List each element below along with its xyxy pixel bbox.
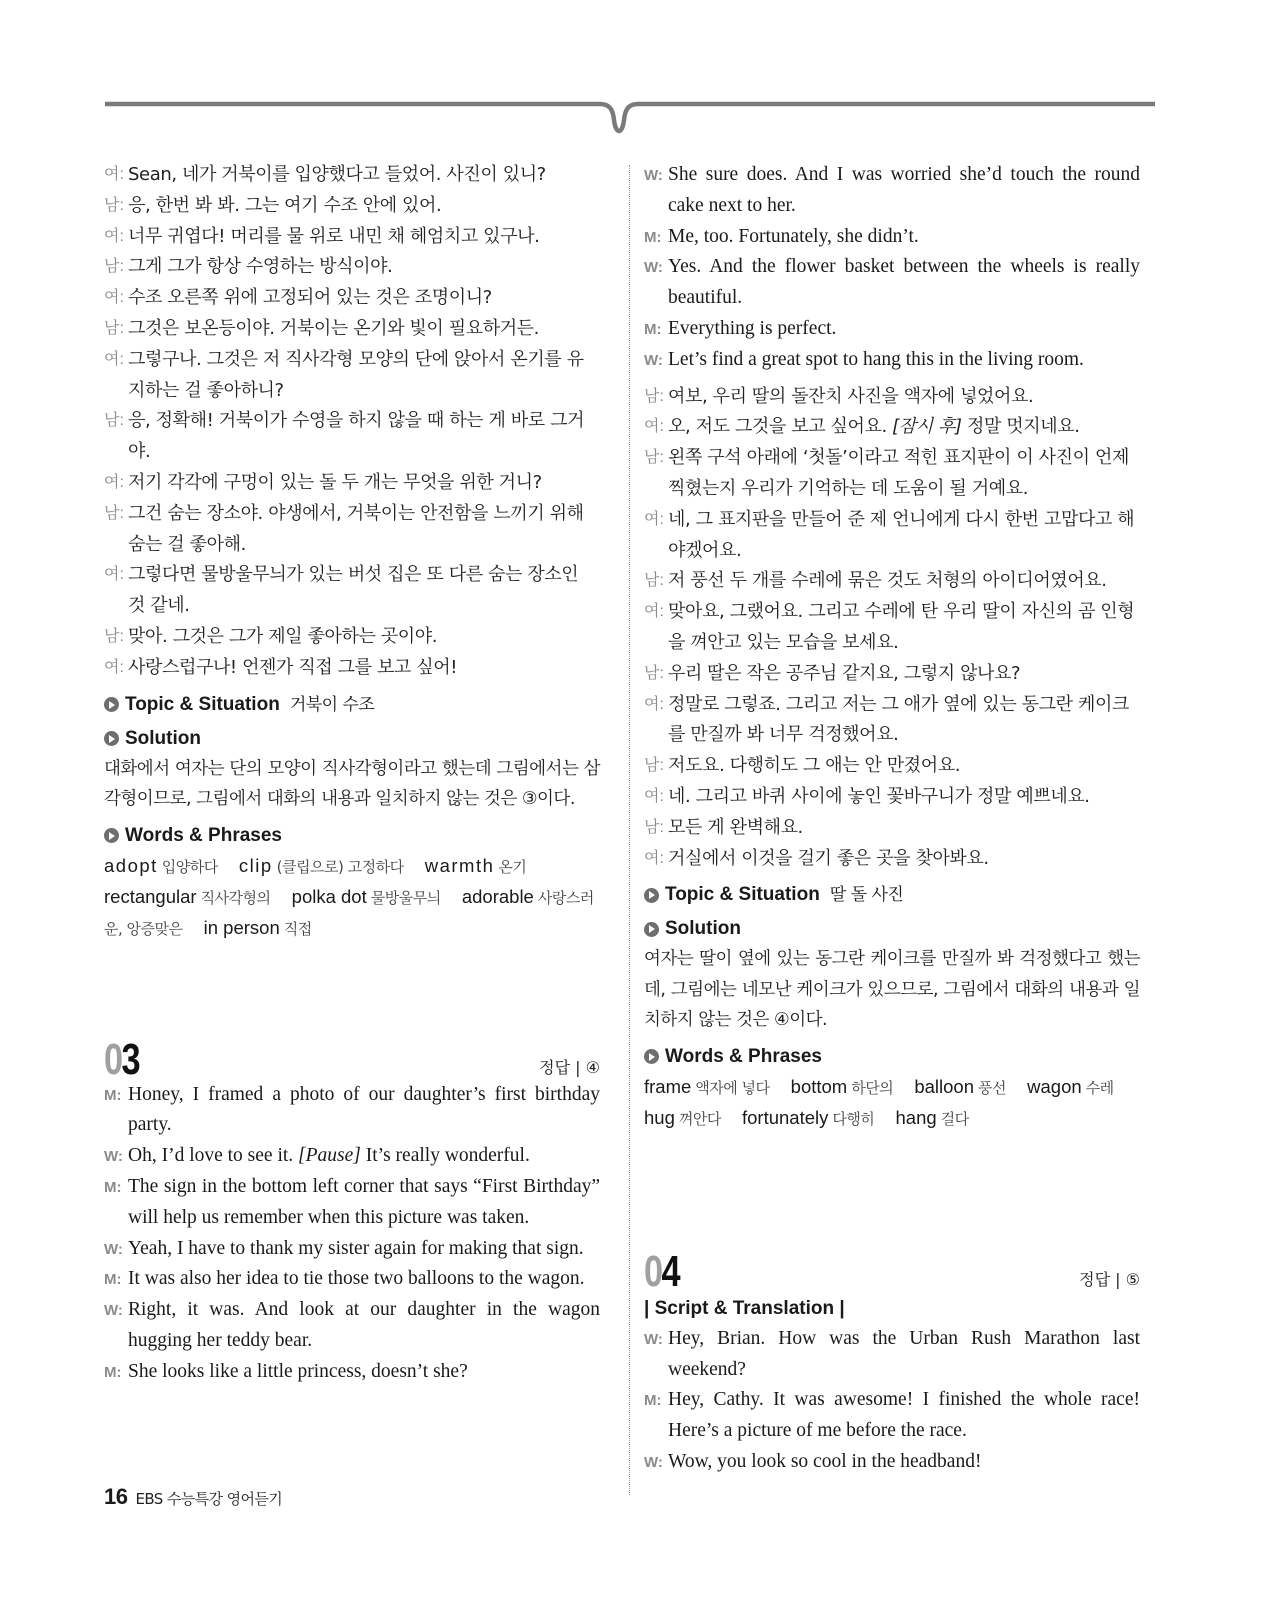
dialogue-line xyxy=(644,443,1140,505)
solution-label: Solution xyxy=(125,727,201,749)
q03-solution-heading xyxy=(644,916,1140,942)
word-meaning: 입양하다 xyxy=(161,857,218,876)
stage-direction: [잠시 후] xyxy=(892,416,962,438)
word-entry xyxy=(239,855,404,876)
topic-label: Topic & Situation xyxy=(125,693,280,715)
line-text: 그게 그가 항상 수영하는 방식이야. xyxy=(128,256,393,278)
word-entry xyxy=(644,1076,770,1097)
speaker-label: 남: xyxy=(104,504,124,522)
line-text: Right, it was. And look at our daughter in the wagon hugging her teddy bear. xyxy=(128,1299,600,1351)
q03-english-script-continued xyxy=(644,160,1140,376)
speaker-label: 남: xyxy=(104,196,124,214)
speaker-label: 남: xyxy=(644,818,664,836)
line-text: She sure does. And I was worried she’d touch the round cake next to her. xyxy=(668,164,1140,216)
play-bullet-icon xyxy=(104,697,119,712)
dialogue-line xyxy=(104,191,600,222)
speaker-label: 남: xyxy=(104,627,124,645)
number-zero: 0 xyxy=(104,1034,122,1084)
dialogue-line xyxy=(104,499,600,561)
line-text: 수조 오른쪽 위에 고정되어 있는 것은 조명이니? xyxy=(128,287,492,309)
speaker-label: M: xyxy=(104,1363,122,1381)
dialogue-line xyxy=(104,1264,600,1295)
line-text: 여보, 우리 딸의 돌잔치 사진을 액자에 넣었어요. xyxy=(668,385,1034,407)
word-term: rectangular xyxy=(104,885,197,907)
line-text: Sean, 네가 거북이를 입양했다고 들었어. 사진이 있니? xyxy=(128,164,546,185)
dialogue-line xyxy=(644,566,1140,597)
speaker-label: M: xyxy=(104,1086,122,1104)
q02-word-list xyxy=(104,851,600,944)
word-entry xyxy=(896,1107,969,1128)
dialogue-line xyxy=(104,560,600,622)
play-bullet-icon xyxy=(644,888,659,903)
word-meaning: 걸다 xyxy=(940,1109,969,1128)
dialogue-line xyxy=(644,412,1140,443)
q02-solution-heading xyxy=(104,726,600,752)
line-text: 저도요. 다행히도 그 애는 안 만졌어요. xyxy=(668,755,961,777)
dialogue-line xyxy=(104,345,600,407)
speaker-label: W: xyxy=(104,1302,123,1320)
speaker-label: 여: xyxy=(644,418,664,436)
dialogue-line xyxy=(644,782,1140,813)
page-footer xyxy=(104,1484,282,1510)
speaker-label: 여: xyxy=(644,849,664,867)
speaker-label: W: xyxy=(104,1240,123,1258)
topic-label: Topic & Situation xyxy=(665,884,820,906)
solution-label: Solution xyxy=(665,918,741,940)
word-entry xyxy=(104,886,271,907)
line-text: 모든 게 완벽해요. xyxy=(668,816,803,838)
speaker-label: W: xyxy=(644,259,663,277)
line-text: 응, 한번 봐 봐. 그는 여기 수조 안에 있어. xyxy=(128,194,442,216)
dialogue-line xyxy=(104,653,600,684)
speaker-label: 남: xyxy=(644,572,664,590)
word-meaning: 풍선 xyxy=(978,1078,1006,1097)
speaker-label: 남: xyxy=(104,412,124,430)
line-text: Hey, Cathy. It was awesome! I finished the whole race! Here’s a picture of me before the race. xyxy=(668,1389,1140,1442)
speaker-label: M: xyxy=(644,1392,662,1410)
play-bullet-icon xyxy=(644,922,659,937)
line-text: 네, 그 표지판을 만들어 준 제 언니에게 다시 한번 고맙다고 해야겠어요. xyxy=(668,508,1135,561)
q04-english-script xyxy=(644,1324,1140,1478)
word-meaning: 직사각형의 xyxy=(200,888,271,907)
answer-label: 정답 | ④ xyxy=(539,1057,600,1077)
dialogue-line xyxy=(644,1447,1140,1478)
speaker-label: W: xyxy=(104,1148,123,1166)
line-text: 그렇구나. 그것은 저 직사각형 모양의 단에 앉아서 온기를 유지하는 걸 좋아하니? xyxy=(128,348,584,401)
word-meaning: 물방울무늬 xyxy=(370,888,441,907)
speaker-label: W: xyxy=(644,1454,663,1472)
line-text: 그렇다면 물방울무늬가 있는 버섯 집은 또 다른 숨는 장소인 것 같네. xyxy=(128,564,579,617)
line-text: 우리 딸은 작은 공주님 같지요, 그렇지 않나요? xyxy=(668,662,1021,684)
speaker-label: 여: xyxy=(104,350,124,368)
word-entry xyxy=(425,855,527,876)
page-number: 16 xyxy=(104,1484,128,1509)
line-text: It’s really wonderful. xyxy=(360,1145,530,1167)
word-term: hug xyxy=(644,1106,675,1128)
dialogue-line xyxy=(644,345,1140,376)
line-text: 정말로 그렇죠. 그리고 저는 그 애가 옆에 있는 동그란 케이크를 만질까 봐 너무 걱정했어요. xyxy=(668,693,1129,746)
word-term: hang xyxy=(895,1106,937,1128)
number-zero: 0 xyxy=(644,1246,662,1296)
play-bullet-icon xyxy=(104,828,119,843)
speaker-label: 여: xyxy=(104,289,124,307)
q03-solution-text: 여자는 딸이 옆에 있는 동그란 케이크를 만질까 봐 걱정했다고 했는데, 그림에는 네모난 케이크가 있으므로, 그림에서 대화의 내용과 일치하지 않는 것은 ④이다. xyxy=(644,949,1140,1031)
dialogue-line xyxy=(644,160,1140,222)
speaker-label: 여: xyxy=(644,603,664,621)
q03-english-script xyxy=(104,1080,600,1388)
word-term: clip xyxy=(238,854,273,876)
word-term: balloon xyxy=(914,1075,975,1097)
q02-solution-text: 대화에서 여자는 단의 모양이 직사각형이라고 했는데 그림에서는 삼각형이므로, 그림에서 대화의 내용과 일치하지 않는 것은 ③이다. xyxy=(104,758,600,810)
word-entry xyxy=(914,1076,1006,1097)
q03-header xyxy=(104,1034,600,1084)
play-bullet-icon xyxy=(644,1049,659,1064)
left-column xyxy=(104,160,600,1388)
q03-korean-translation xyxy=(644,382,1140,875)
speaker-label: M: xyxy=(104,1271,122,1289)
word-meaning: 온기 xyxy=(498,857,527,876)
word-meaning: 다행히 xyxy=(832,1109,875,1128)
speaker-label: 남: xyxy=(104,258,124,276)
word-term: frame xyxy=(644,1075,692,1097)
answer-label: 정답 | ⑤ xyxy=(1079,1269,1140,1289)
line-text: She looks like a little princess, doesn’t she? xyxy=(128,1360,468,1382)
words-label: Words & Phrases xyxy=(125,824,282,846)
word-entry xyxy=(204,917,312,938)
topic-value: 거북이 수조 xyxy=(289,694,375,715)
line-text: 맞아요, 그랬어요. 그리고 수레에 탄 우리 딸이 자신의 곰 인형을 껴안고 있는 모습을 보세요. xyxy=(668,601,1135,653)
play-bullet-icon xyxy=(104,731,119,746)
speaker-label: M: xyxy=(644,228,662,246)
line-text: 거실에서 이것을 걸기 좋은 곳을 찾아봐요. xyxy=(668,847,989,869)
dialogue-line xyxy=(104,1172,600,1234)
dialogue-line xyxy=(104,222,600,253)
line-text: Hey, Brian. How was the Urban Rush Marathon last weekend? xyxy=(668,1327,1140,1380)
word-meaning: 사랑스러운, 앙증맞은 xyxy=(104,888,594,938)
dialogue-line xyxy=(644,844,1140,875)
word-term: polka dot xyxy=(291,885,367,907)
number-digit: 3 xyxy=(121,1034,140,1084)
dialogue-line xyxy=(644,252,1140,314)
dialogue-line xyxy=(104,622,600,653)
stage-direction: [Pause] xyxy=(298,1145,361,1167)
dialogue-line xyxy=(644,314,1140,345)
speaker-label: 여: xyxy=(104,166,124,183)
dialogue-line xyxy=(104,1141,600,1172)
word-term: bottom xyxy=(790,1075,848,1097)
line-text: 맞아. 그것은 그가 제일 좋아하는 곳이야. xyxy=(128,625,438,647)
line-text: Honey, I framed a photo of our daughter’s first birthday party. xyxy=(128,1083,600,1136)
speaker-label: 남: xyxy=(644,387,664,405)
topic-value: 딸 돌 사진 xyxy=(829,885,904,906)
line-text: Wow, you look so cool in the headband! xyxy=(668,1451,982,1473)
dialogue-line xyxy=(104,1357,600,1388)
dialogue-line xyxy=(104,252,600,283)
question-number xyxy=(104,1034,140,1084)
speaker-label: 여: xyxy=(104,227,124,245)
dialogue-line xyxy=(644,505,1140,567)
word-meaning: 직접 xyxy=(283,919,312,938)
word-meaning: (클립으로) 고정하다 xyxy=(276,857,404,876)
word-term: in person xyxy=(203,916,280,938)
word-entry xyxy=(742,1107,874,1128)
dialogue-line xyxy=(644,659,1140,690)
word-meaning: 껴안다 xyxy=(678,1109,721,1128)
speaker-label: 여: xyxy=(644,695,664,713)
word-term: fortunately xyxy=(742,1106,829,1128)
q02-words-heading xyxy=(104,823,600,849)
speaker-label: 여: xyxy=(104,566,124,584)
line-text: 오, 저도 그것을 보고 싶어요. xyxy=(668,416,893,438)
word-meaning: 하단의 xyxy=(851,1078,894,1097)
speaker-label: 남: xyxy=(644,757,664,775)
dialogue-line xyxy=(104,1080,600,1142)
line-text: 사랑스럽구나! 언젠가 직접 그를 보고 싶어! xyxy=(128,656,458,678)
word-entry xyxy=(292,886,441,907)
dialogue-line xyxy=(644,382,1140,413)
word-entry xyxy=(791,1076,894,1097)
column-divider xyxy=(629,165,630,1495)
words-label: Words & Phrases xyxy=(665,1045,822,1067)
speaker-label: 남: xyxy=(104,319,124,337)
q04-header xyxy=(644,1246,1140,1296)
line-text: Yes. And the flower basket between the wheels is really beautiful. xyxy=(668,256,1140,309)
word-term: wagon xyxy=(1027,1075,1082,1097)
dialogue-line xyxy=(644,597,1140,659)
dialogue-line xyxy=(644,813,1140,844)
line-text: 왼쪽 구석 아래에 ‘첫돌’이라고 적힌 표지판이 이 사진이 언제 찍혔는지 우리가 기억하는 데 도움이 될 거예요. xyxy=(668,447,1129,499)
dialogue-line xyxy=(644,751,1140,782)
line-text: 저기 각각에 구멍이 있는 돌 두 개는 무엇을 위한 거니? xyxy=(128,471,542,493)
speaker-label: W: xyxy=(644,167,663,184)
speaker-label: 여: xyxy=(644,510,664,528)
line-text: 그것은 보온등이야. 거북이는 온기와 빛이 필요하거든. xyxy=(128,317,539,339)
speaker-label: M: xyxy=(104,1178,122,1196)
word-entry xyxy=(104,855,218,876)
line-text: 네. 그리고 바퀴 사이에 놓인 꽃바구니가 정말 예쁘네요. xyxy=(668,785,1090,807)
q02-topic-heading xyxy=(104,692,600,718)
q03-words-heading xyxy=(644,1044,1140,1070)
dialogue-line xyxy=(644,690,1140,752)
q03-word-list xyxy=(644,1072,1140,1134)
word-term: adopt xyxy=(104,854,158,876)
book-title: EBS 수능특강 영어듣기 xyxy=(135,1490,283,1508)
q02-korean-translation xyxy=(104,160,600,684)
top-decorative-rule xyxy=(105,100,1155,140)
q03-topic-heading xyxy=(644,882,1140,908)
number-digit: 4 xyxy=(661,1246,680,1296)
speaker-label: M: xyxy=(644,320,662,338)
line-text: 정말 멋지네요. xyxy=(961,416,1080,438)
dialogue-line xyxy=(104,1295,600,1357)
dialogue-line xyxy=(644,222,1140,253)
line-text: The sign in the bottom left corner that says “First Birthday” will help us remember when this picture was taken. xyxy=(128,1175,600,1228)
word-entry xyxy=(644,1107,721,1128)
dialogue-line xyxy=(104,468,600,499)
right-column xyxy=(644,160,1140,1478)
speaker-label: 여: xyxy=(104,473,124,491)
speaker-label: 여: xyxy=(644,787,664,805)
dialogue-line xyxy=(644,1385,1140,1447)
dialogue-line xyxy=(104,160,600,191)
line-text: Everything is perfect. xyxy=(668,317,837,339)
dialogue-line xyxy=(104,283,600,314)
question-number xyxy=(644,1246,680,1296)
word-term: adorable xyxy=(461,885,534,907)
line-text: 응, 정확해! 거북이가 수영을 하지 않을 때 하는 게 바로 그거야. xyxy=(128,410,585,463)
line-text: 너무 귀엽다! 머리를 물 위로 내민 채 헤엄치고 있구나. xyxy=(128,225,540,247)
speaker-label: 남: xyxy=(644,449,664,467)
word-meaning: 수레 xyxy=(1085,1078,1114,1097)
speaker-label: 남: xyxy=(644,664,664,682)
speaker-label: 여: xyxy=(104,658,124,676)
line-text: Me, too. Fortunately, she didn’t. xyxy=(668,225,919,247)
line-text: 그건 숨는 장소야. 야생에서, 거북이는 안전함을 느끼기 위해 숨는 걸 좋아해. xyxy=(128,502,584,555)
speaker-label: W: xyxy=(644,351,663,369)
line-text: Yeah, I have to thank my sister again for making that sign. xyxy=(128,1237,584,1259)
dialogue-line xyxy=(104,1234,600,1265)
line-text: It was also her idea to tie those two balloons to the wagon. xyxy=(128,1268,585,1290)
speaker-label: W: xyxy=(644,1330,663,1348)
line-text: 저 풍선 두 개를 수레에 묶은 것도 처형의 아이디어였어요. xyxy=(668,570,1107,592)
dialogue-line xyxy=(104,406,600,468)
line-text: Let’s find a great spot to hang this in the living room. xyxy=(668,348,1084,370)
word-term: warmth xyxy=(424,854,495,876)
script-translation-title: | Script & Translation | xyxy=(644,1297,845,1319)
dialogue-line xyxy=(644,1324,1140,1386)
word-entry xyxy=(1027,1076,1114,1097)
line-text: Oh, I’d love to see it. xyxy=(128,1145,299,1167)
word-meaning: 액자에 넣다 xyxy=(695,1078,770,1097)
dialogue-line xyxy=(104,314,600,345)
